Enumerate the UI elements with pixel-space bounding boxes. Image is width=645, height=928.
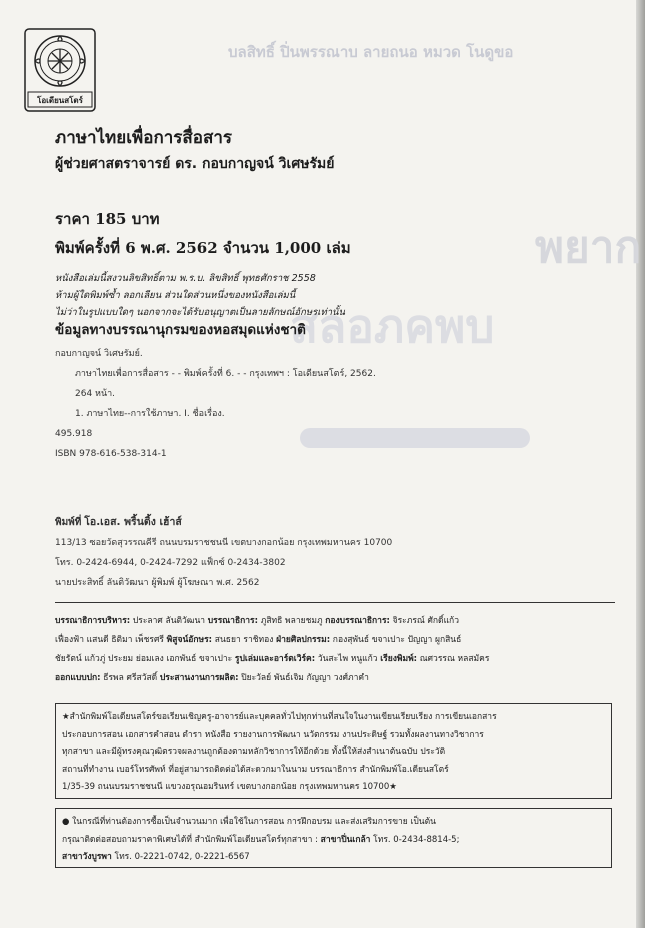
credit-names: ณศวรรณ หลสมัคร (417, 654, 490, 664)
notice-line: ★สำนักพิมพ์โอเดียนสโตร์ขอเรียนเชิญครู-อาจารย์และบุคคลทั่วไปทุกท่านที่สนใจในงานเขียนเรียบเรียง การเขียนเอกสาร (62, 712, 497, 722)
credit-names: ประลาศ ลันติวัฒนา (130, 616, 208, 626)
credit-line (55, 631, 620, 650)
bleed-through-text: บลสิทธิ์ ปิ่นพรรณาบ ลายถนอ หมวด โนดูขอ (228, 43, 514, 61)
cip-pages: 264 หน้า. (75, 389, 116, 399)
editorial-credits (55, 612, 620, 688)
credit-role: รูปเล่มและอาร์ตเวิร์ค: (234, 654, 316, 664)
sales-line: กรุณาติดต่อสอบถามราคาพิเศษได้ที่ สำนักพิมพ์โอเดียนสโตร์ทุกสาขา : (62, 834, 321, 845)
credit-names: สนธยา ราชิทอง (212, 635, 277, 645)
printer-label: พิมพ์ที่ (55, 517, 82, 528)
credit-names: จิระภรณ์ ศักดิ์แก้ว (389, 616, 459, 626)
bulk-sales-box (55, 808, 612, 868)
credit-line (55, 612, 620, 631)
notice-line: สถานที่ทำงาน เบอร์โทรศัพท์ ที่อยู่สามารถติดต่อได้สะดวกมาในนาม บรรณาธิการ สำนักพิมพ์โอ.เดียนสโตร์ (62, 764, 449, 775)
cip-block (55, 344, 615, 464)
branch-phone: โทร. 0-2434-8814-5; (370, 834, 460, 845)
bleed-through-heading-2: สลอภคพบ (290, 299, 495, 353)
credit-role: กองบรรณาธิการ: (325, 616, 390, 626)
bleed-through-heading: พยาก (535, 222, 642, 273)
credit-names: ปิยะวัลย์ พันธ์เจิม กัญญา วงศ์ภาคำ (238, 673, 369, 683)
divider (55, 602, 615, 603)
printer-address: 113/13 ซอยวัดสุวรรณคีรี ถนนบรมราชชนนี เขตบางกอกน้อย กรุงเทพมหานคร 10700 (55, 538, 393, 548)
copyright-line: ห้ามผู้ใดพิมพ์ซ้ำ ลอกเลียน ส่วนใดส่วนหนึ่งของหนังสือเล่มนี้ (55, 290, 296, 301)
credit-names: เฟื่องฟ้า แสนดี ธิติมา เพ็ชรศรี (55, 635, 167, 645)
cip-title-line: ภาษาไทยเพื่อการสื่อสาร - - พิมพ์ครั้งที่ 6. - - กรุงเทพฯ : โอเดียนสโตร์, 2562. (75, 369, 376, 379)
printer-info (55, 512, 615, 593)
cip-isbn: ISBN 978-616-538-314-1 (55, 449, 167, 459)
credit-names: ชัยรัตน์ แก้วภู่ ประยม ย่อมเลง เอกพันธ์ ขจาเปาะ (55, 654, 235, 664)
credit-names: ธีรพล ศรีสวัสดิ์ (100, 673, 160, 683)
cip-heading: ข้อมูลทางบรรณานุกรมของหอสมุดแห่งชาติ (55, 322, 306, 338)
sales-line: ● ในกรณีที่ท่านต้องการซื้อเป็นจำนวนมาก เพื่อใช้ในการสอน การฝึกอบรม และส่งเสริมการขาย เป็นต้น (62, 817, 436, 827)
book-author: ผู้ช่วยศาสตราจารย์ ดร. กอบกาญจน์ วิเศษรัมย์ (55, 156, 335, 172)
logo-text: โอเดียนสโตร์ (37, 96, 83, 105)
printer-name: โอ.เอส. พริ้นติ้ง เฮ้าส์ (84, 516, 182, 528)
printing-info: พิมพ์ครั้งที่ 6 พ.ศ. 2562 จำนวน 1,000 เล่ม (55, 239, 351, 257)
copyright-line: ไม่ว่าในรูปแบบใดๆ นอกจากจะได้รับอนุญาตเป็นลายลักษณ์อักษรเท่านั้น (55, 307, 346, 318)
credit-role: ประสานงานการผลิต: (159, 673, 239, 683)
cip-classification: 495.918 (55, 429, 93, 439)
credit-role: เรียงพิมพ์: (380, 654, 418, 664)
credit-role: ฝ่ายศิลปกรรม: (276, 635, 331, 645)
notice-line: ประกอบการสอน เอกสารคำสอน ตำรา หนังสือ รายงานการพัฒนา นวัตกรรม งานประดิษฐ์ รวมทั้งผลงานทางวิชาการ (62, 729, 484, 740)
cip-author: กอบกาญจน์ วิเศษรัมย์. (55, 349, 143, 359)
odeon-store-seal-icon (24, 28, 96, 112)
branch-name: สาขาปิ่นเกล้า (320, 834, 371, 845)
credit-role: พิสูจน์อักษร: (166, 635, 213, 645)
credit-role: บรรณาธิการบริหาร: (55, 616, 131, 626)
credit-names: ภูสิทธิ พลายชมภู (258, 616, 326, 626)
notice-line: 1/35-39 ถนนบรมราชชนนี แขวงอรุณอมรินทร์ เขตบางกอกน้อย กรุงเทพมหานคร 10700★ (62, 782, 397, 792)
price: ราคา 185 บาท (55, 210, 160, 228)
page-edge-shadow (636, 0, 645, 928)
credit-names: วันสะไพ หนูแก้ว (315, 654, 381, 664)
printer-publisher: นายประสิทธิ์ ลันติวัฒนา ผู้พิมพ์ ผู้โฆษณา พ.ศ. 2562 (55, 578, 260, 588)
notice-line: ทุกสาขา และมีผู้ทรงคุณวุฒิตรวจผลงานถูกต้องตามหลักวิชาการให้อีกด้วย ทั้งนี้ให้ส่งสำเนาต้นฉบับ ประวัติ (62, 747, 446, 757)
credit-names: กองสุพันธ์ ขจาเปาะ ปัญญา ผูกสินธ์ (330, 635, 462, 645)
credit-line (55, 669, 620, 688)
cip-subjects: 1. ภาษาไทย--การใช้ภาษา. I. ชื่อเรื่อง. (75, 409, 225, 419)
credit-role: บรรณาธิการ: (207, 616, 259, 626)
copyright-notice (55, 270, 615, 321)
submission-notice-box (55, 703, 612, 799)
branch-phone: โทร. 0-2221-0742, 0-2221-6567 (111, 852, 250, 862)
book-title: ภาษาไทยเพื่อการสื่อสาร (55, 128, 233, 148)
branch-name: สาขาวังบูรพา (62, 852, 112, 862)
printer-phone: โทร. 0-2424-6944, 0-2424-7292 แฟ็กซ์ 0-2434-3802 (55, 558, 286, 568)
credit-role: ออกแบบปก: (55, 673, 101, 683)
credit-line (55, 650, 620, 669)
copyright-line: หนังสือเล่มนี้สงวนลิขสิทธิ์ตาม พ.ร.บ. ลิขสิทธิ์ พุทธศักราช 2558 (55, 273, 316, 284)
